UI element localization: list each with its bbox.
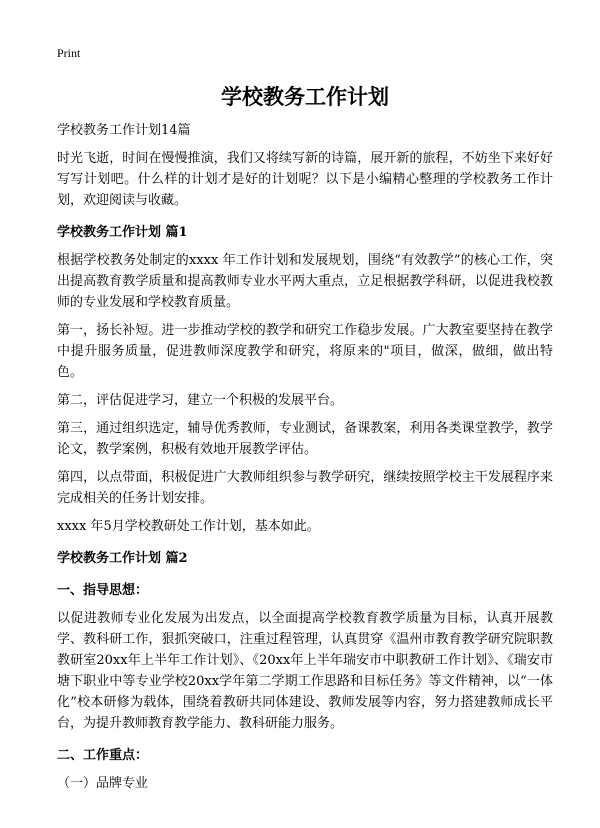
document-subtitle: 学校教务工作计划14篇	[57, 123, 191, 138]
subsection-heading-guiding: 一、指导思想：	[57, 583, 149, 598]
section1-paragraph: 根据学校教务处制定的xxxx 年工作计划和发展规划，围绕“有效教学”的核心工作，突出提高教育教学质量和提高教师专业水平两大重点，立足根据教学科研，以促进我校教师的专业发展和学校教育质量。	[57, 253, 553, 310]
guiding-paragraph: 以促进教师专业化发展为出发点，以全面提高学校教育教学质量为目标，认真开展教学、教科研工作，狠抓突破口，注重过程管理，认真贯穿《温州市教育教学研究院职教教研室20xx年上半年工作计划》、《20xx年上半年瑞安市中职教研工作计划》、《瑞安市塘下职业中等专业学校20xx学年第二学期工作思路和目标任务》等文件精神，以“一体化”校本研修为载体，围绕着教研共同体建设、教师发展等内容，努力搭建教师成长平台，为提升教师教育教学能力、教科研能力服务。	[57, 611, 553, 731]
page-title: 学校教务工作计划	[221, 84, 389, 109]
section1-paragraph: 第四，以点带面，积极促进广大教师组织参与教学研究，继续按照学校主干发展程序来完成相关的任务计划安排。	[57, 470, 553, 506]
section1-paragraph: 第一，扬长补短。进一步推动学校的教学和研究工作稳步发展。广大教室要坚持在教学中提升服务质量，促进教师深度教学和研究，将原来的"项目，做深，做细，做出特色。	[57, 323, 553, 380]
section1-paragraph: 第二，评估促进学习，建立一个积极的发展平台。	[57, 393, 344, 408]
focus-item: （一）品牌专业	[57, 776, 149, 791]
section1-paragraph: xxxx 年5月学校教研处工作计划，基本如此。	[57, 519, 320, 534]
section1-paragraph: 第三，通过组织选定，辅导优秀教师，专业测试，备课教案，利用各类课堂教学，教学论文，教学案例，积极有效地开展教学评估。	[57, 421, 553, 457]
intro-paragraph: 时光飞逝，时间在慢慢推演，我们又将续写新的诗篇，展开新的旅程，不妨坐下来好好写写计划吧。什么样的计划才是好的计划呢？以下是小编精心整理的学校教务工作计划，欢迎阅读与收藏。	[57, 151, 553, 208]
subsection-heading-focus: 二、工作重点：	[57, 748, 149, 763]
section-heading-2: 学校教务工作计划 篇2	[57, 551, 188, 566]
section-heading-1: 学校教务工作计划 篇1	[57, 225, 188, 240]
print-link[interactable]: Print	[57, 46, 81, 60]
